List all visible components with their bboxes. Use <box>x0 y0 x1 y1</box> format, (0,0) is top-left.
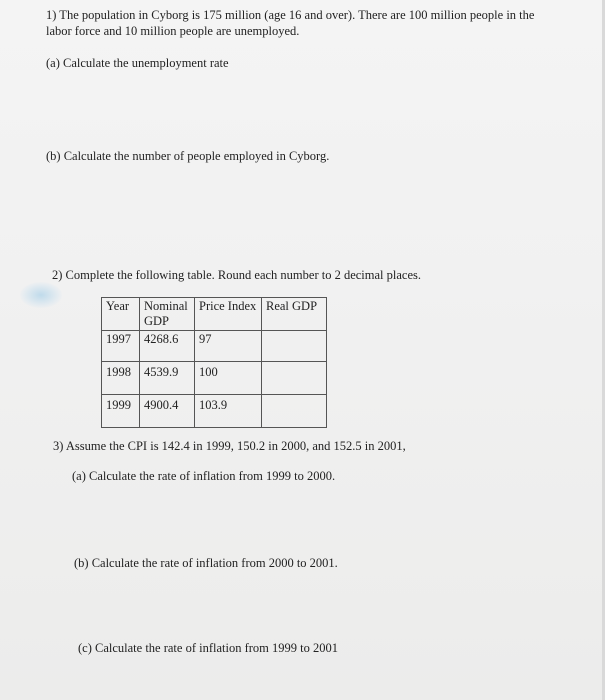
cell-price-index: 100 <box>195 362 262 395</box>
table-row <box>102 362 327 395</box>
q1-part-a: (a) Calculate the unemployment rate <box>46 56 229 70</box>
q1-part-b: (b) Calculate the number of people employed in Cyborg. <box>46 149 330 163</box>
header-price-index: Price Index <box>195 298 262 331</box>
table-row <box>102 395 327 428</box>
cell-real-gdp[interactable] <box>262 395 327 428</box>
blue-smudge <box>20 282 62 308</box>
q1-stem-line1: 1) The population in Cyborg is 175 million (age 16 and over). There are 100 million people in the <box>46 8 535 22</box>
q2-stem: 2) Complete the following table. Round each number to 2 decimal places. <box>52 268 421 282</box>
table-row <box>102 331 327 362</box>
q3-part-a: (a) Calculate the rate of inflation from 1999 to 2000. <box>72 469 336 483</box>
cell-price-index: 103.9 <box>195 395 262 428</box>
cell-year: 1999 <box>102 395 140 428</box>
gdp-table <box>101 297 327 428</box>
cell-real-gdp[interactable] <box>262 362 327 395</box>
q1-stem-line2: labor force and 10 million people are unemployed. <box>46 24 300 38</box>
cell-nominal-gdp: 4268.6 <box>140 331 195 362</box>
q3-part-b: (b) Calculate the rate of inflation from 2000 to 2001. <box>74 556 338 570</box>
header-nominal-gdp: Nominal GDP <box>140 298 195 331</box>
cell-real-gdp[interactable] <box>262 331 327 362</box>
header-real-gdp: Real GDP <box>262 298 327 331</box>
cell-price-index: 97 <box>195 331 262 362</box>
cell-nominal-gdp: 4539.9 <box>140 362 195 395</box>
table-header-row <box>102 298 327 331</box>
cell-year: 1998 <box>102 362 140 395</box>
q3-part-c: (c) Calculate the rate of inflation from 1999 to 2001 <box>78 641 338 655</box>
q3-stem: 3) Assume the CPI is 142.4 in 1999, 150.2 in 2000, and 152.5 in 2001, <box>53 439 406 453</box>
header-year: Year <box>102 298 140 331</box>
cell-nominal-gdp: 4900.4 <box>140 395 195 428</box>
cell-year: 1997 <box>102 331 140 362</box>
